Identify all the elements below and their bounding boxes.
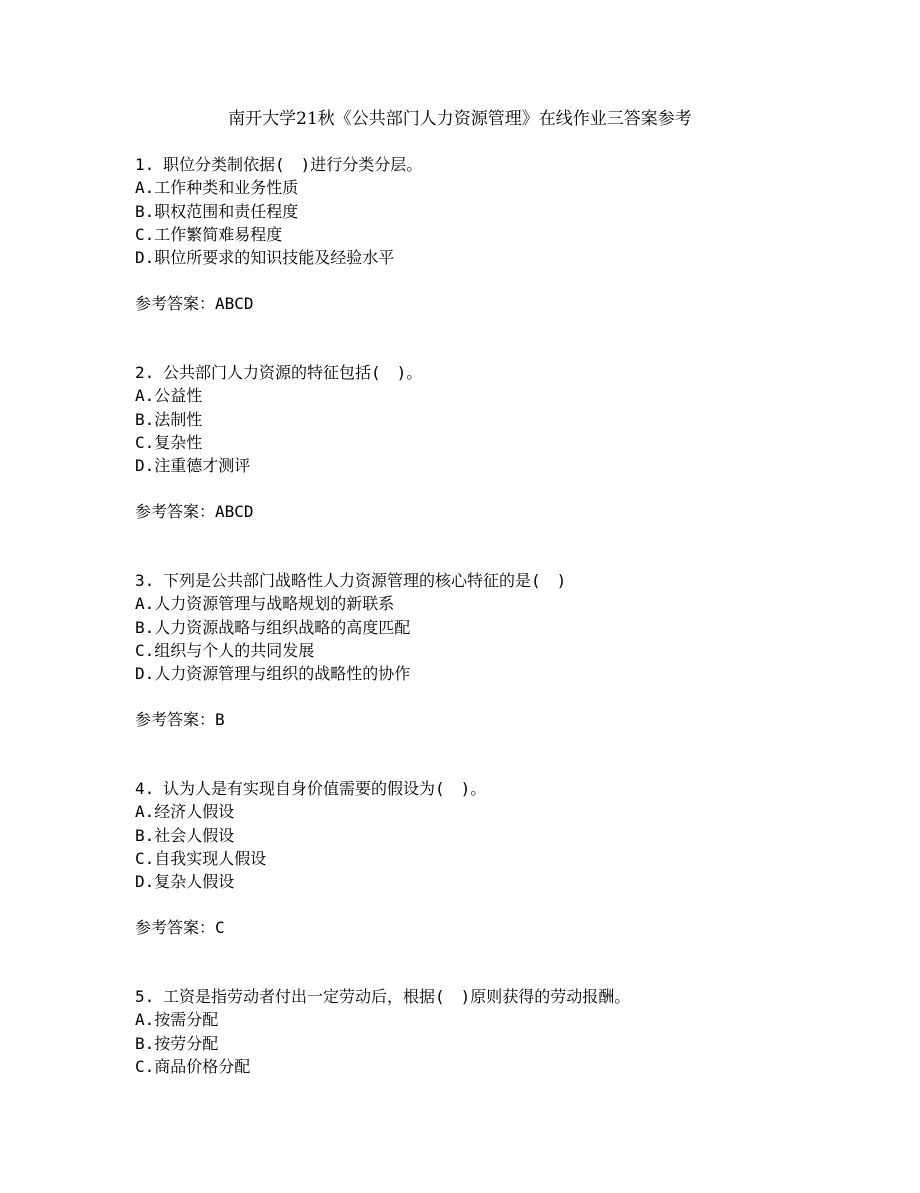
page-title: 南开大学21秋《公共部门人力资源管理》在线作业三答案参考 [228,109,692,129]
question-number: 5. [135,987,155,1006]
option-d: D.注重德才测评 [135,456,251,476]
option-c: C.商品价格分配 [135,1056,251,1076]
question-list [135,153,835,1193]
question-2 [135,361,835,569]
option-c: C.组织与个人的共同发展 [135,640,315,660]
answer-line [135,500,835,523]
option-c: C.复杂性 [135,432,203,452]
answer-value: B [215,710,225,730]
question-text: 下列是公共部门战略性人力资源管理的核心特征的是( ) [163,571,567,590]
question-number: 1. [135,155,155,174]
question-3 [135,569,835,777]
answer-value: ABCD [215,502,254,522]
option-a: A.按需分配 [135,1010,219,1030]
answer-label: 参考答案： [135,294,216,314]
answer-line [135,292,835,315]
question-text: 认为人是有实现自身价值需要的假设为( )。 [163,779,487,798]
question-stem [135,777,835,800]
answer-label: 参考答案： [135,502,216,522]
answer-line [135,708,835,731]
question-text: 工资是指劳动者付出一定劳动后，根据( )原则获得的劳动报酬。 [163,987,631,1006]
question-4 [135,777,835,985]
question-stem [135,985,835,1008]
option-c: C.工作繁简难易程度 [135,224,283,244]
question-number: 3. [135,571,155,590]
question-1 [135,153,835,361]
option-b: B.按劳分配 [135,1033,219,1053]
question-stem [135,569,835,592]
question-text: 职位分类制依据( )进行分类分层。 [163,155,423,174]
question-number: 4. [135,779,155,798]
option-d: D.人力资源管理与组织的战略性的协作 [135,664,411,684]
answer-value: ABCD [215,294,254,314]
option-a: A.经济人假设 [135,802,235,822]
question-stem [135,153,835,176]
option-b: B.人力资源战略与组织战略的高度匹配 [135,617,411,637]
option-b: B.职权范围和责任程度 [135,201,299,221]
option-b: B.社会人假设 [135,825,235,845]
option-a: A.公益性 [135,386,203,406]
answer-value: C [215,918,225,938]
option-a: A.工作种类和业务性质 [135,178,299,198]
answer-label: 参考答案： [135,918,216,938]
option-a: A.人力资源管理与战略规划的新联系 [135,594,395,614]
answer-label: 参考答案： [135,710,216,730]
question-stem [135,361,835,384]
option-b: B.法制性 [135,409,203,429]
question-5 [135,985,835,1193]
option-d: D.职位所要求的知识技能及经验水平 [135,248,395,268]
option-c: C.自我实现人假设 [135,848,267,868]
answer-line [135,916,835,939]
option-d: D.复杂人假设 [135,872,235,892]
question-text: 公共部门人力资源的特征包括( )。 [163,363,423,382]
question-number: 2. [135,363,155,382]
